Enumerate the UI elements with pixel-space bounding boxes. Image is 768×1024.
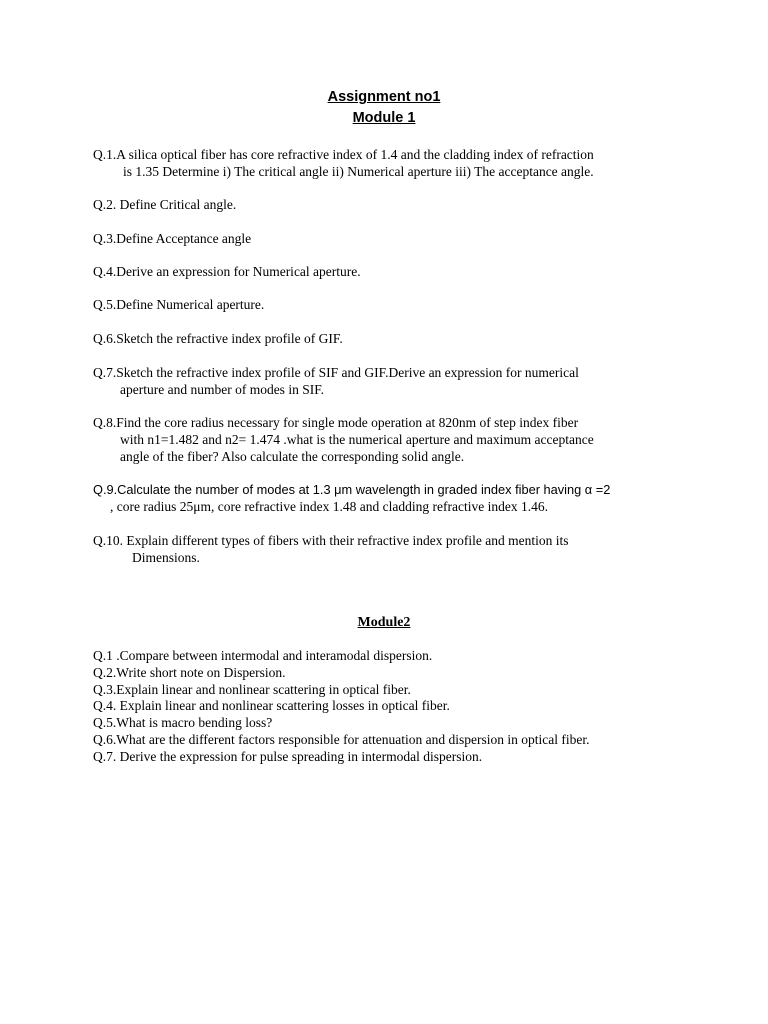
assignment-heading: Assignment no1 <box>327 89 441 105</box>
question-9-line-2: , core radius 25μm, core refractive index 1.48 and cladding refractive index 1.46. <box>110 499 548 514</box>
question-5 <box>93 296 264 313</box>
question-9-line-1: Q.9.Calculate the number of modes at 1.3 μm wavelength in graded index fiber having α =2 <box>93 482 611 497</box>
question-6-line-1: Q.6.Sketch the refractive index profile of GIF. <box>93 331 343 346</box>
question-1-line-1: Q.1.A silica optical fiber has core refractive index of 1.4 and the cladding index of refraction <box>93 147 594 162</box>
question-4 <box>93 263 361 280</box>
question-9 <box>93 481 610 515</box>
module2-heading: Module2 <box>357 615 411 630</box>
question-3-line-1: Q.3.Define Acceptance angle <box>93 231 252 246</box>
module2-question-4: Q.4. Explain linear and nonlinear scattering losses in optical fiber. <box>93 698 450 714</box>
module2-question-6: Q.6.What are the different factors responsible for attenuation and dispersion in optical fiber. <box>93 731 590 747</box>
module2-question-5: Q.5.What is macro bending loss? <box>93 715 273 731</box>
question-10-line-1: Q.10. Explain different types of fibers with their refractive index profile and mention its <box>93 533 569 548</box>
question-2 <box>93 196 236 213</box>
question-7-line-1: Q.7.Sketch the refractive index profile of SIF and GIF.Derive an expression for numerical <box>93 365 579 380</box>
question-2-line-1: Q.2. Define Critical angle. <box>93 197 237 212</box>
question-10-line-2: Dimensions. <box>132 550 200 565</box>
question-6 <box>93 330 343 347</box>
question-3 <box>93 230 251 247</box>
question-10 <box>93 532 569 566</box>
module2-question-7: Q.7. Derive the expression for pulse spreading in intermodal dispersion. <box>93 748 483 764</box>
module2-question-1: Q.1 .Compare between intermodal and interamodal dispersion. <box>93 648 433 663</box>
question-8 <box>93 414 594 465</box>
module2-question-2: Q.2.Write short note on Dispersion. <box>93 664 286 680</box>
question-8-line-2: with n1=1.482 and n2= 1.474 .what is the numerical aperture and maximum acceptance <box>120 432 594 447</box>
question-5-line-1: Q.5.Define Numerical aperture. <box>93 297 265 312</box>
question-8-line-1: Q.8.Find the core radius necessary for single mode operation at 820nm of step index fiber <box>93 415 579 430</box>
question-7 <box>93 364 579 398</box>
module1-heading: Module 1 <box>352 110 416 126</box>
question-7-line-2: aperture and number of modes in SIF. <box>120 382 324 397</box>
question-1 <box>93 146 594 180</box>
module2-question-3: Q.3.Explain linear and nonlinear scattering in optical fiber. <box>93 681 411 697</box>
module2-question-list <box>93 648 589 766</box>
question-1-line-2: is 1.35 Determine i) The critical angle ii) Numerical aperture iii) The acceptance angle. <box>123 164 594 179</box>
question-4-line-1: Q.4.Derive an expression for Numerical aperture. <box>93 264 361 279</box>
question-8-line-3: angle of the fiber? Also calculate the corresponding solid angle. <box>120 449 465 464</box>
